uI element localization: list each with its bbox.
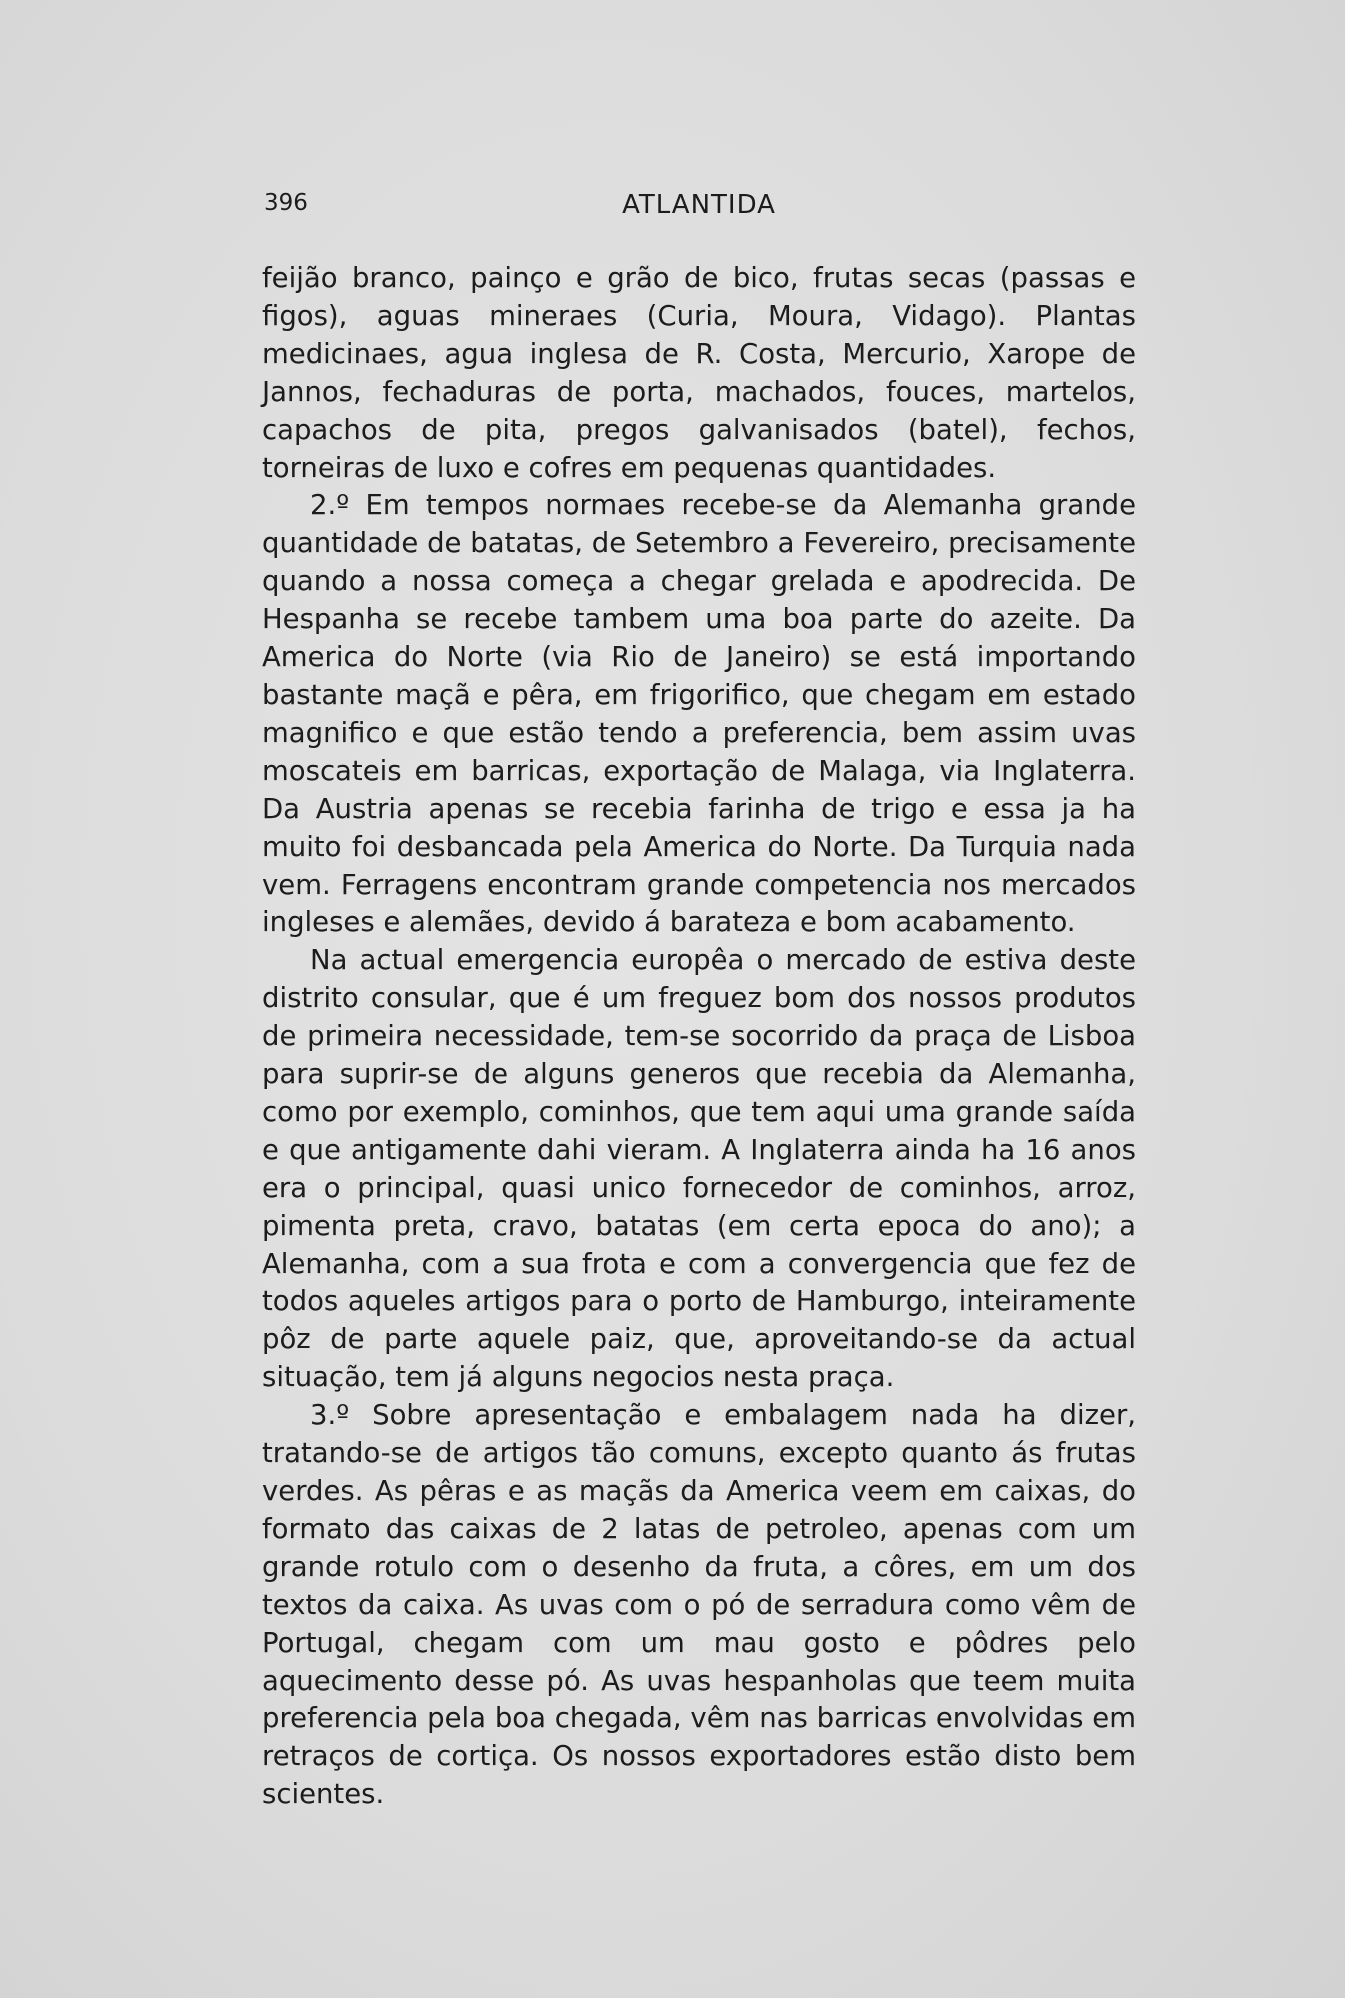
paragraph-emergency: Na actual emergencia europêa o mercado de estiva deste distrito consular, que é um freguez bom dos nossos produtos de primeira necessidade, tem-se socorrido da praça de Lisboa para suprir-se de alguns generos que recebia da Alemanha, como por exemplo, cominhos, que tem aqui uma grande saída e que antigamente dahi vieram. A Inglaterra ainda ha 16 anos era o principal, quasi unico fornecedor de cominhos, arroz, pimenta preta, cravo, batatas (em certa epoca do ano); a Alemanha, com a sua frota e com a convergencia que fez de todos aqueles artigos para o porto de Hamburgo, inteiramente pôz de parte aquele paiz, que, aproveitando-se da actual situação, tem já alguns negocios nesta praça. — [262, 944, 1136, 1394]
paragraph-item-2: 2.º Em tempos normaes recebe-se da Alemanha grande quantidade de batatas, de Setembro a Fevereiro, precisamente quando a nossa começa a chegar grelada e apodrecida. De Hespanha se recebe tambem uma boa parte do azeite. Da America do Norte (via Rio de Janeiro) se está importando bastante maçã e pêra, em frigorifico, que chegam em estado magnifico e que estão tendo a preferencia, bem assim uvas moscateis em barricas, exportação de Malaga, via Inglaterra. Da Austria apenas se recebia farinha de trigo e essa ja ha muito foi desbancada pela America do Norte. Da Turquia nada vem. Ferragens encontram grande competencia nos mercados ingleses e alemães, devido á barateza e bom acabamento. — [262, 489, 1136, 939]
running-title: ATLANTIDA — [622, 190, 776, 220]
body-text — [262, 260, 1136, 1814]
paragraph-continuation: feijão branco, painço e grão de bico, frutas secas (passas e figos), aguas mineraes (Curia, Moura, Vidago). Plantas medicinaes, agua inglesa de R. Costa, Mercurio, Xarope de Jannos, fechaduras de porta, machados, fouces, martelos, capachos de pita, pregos galvanisados (batel), fechos, torneiras de luxo e cofres em pequenas quantidades. — [262, 262, 1136, 484]
page-number: 396 — [264, 190, 308, 216]
running-header — [264, 190, 1134, 226]
paragraph-item-3: 3.º Sobre apresentação e embalagem nada ha dizer, tratando-se de artigos tão comuns, excepto quanto ás frutas verdes. As pêras e as maçãs da America veem em caixas, do formato das caixas de 2 latas de petroleo, apenas com um grande rotulo com o desenho da fruta, a côres, em um dos textos da caixa. As uvas com o pó de serradura como vêm de Portugal, chegam com um mau gosto e pôdres pelo aquecimento desse pó. As uvas hespanholas que teem muita preferencia pela boa chegada, vêm nas barricas envolvidas em retraços de cortiça. Os nossos exportadores estão disto bem scientes. — [262, 1399, 1136, 1811]
